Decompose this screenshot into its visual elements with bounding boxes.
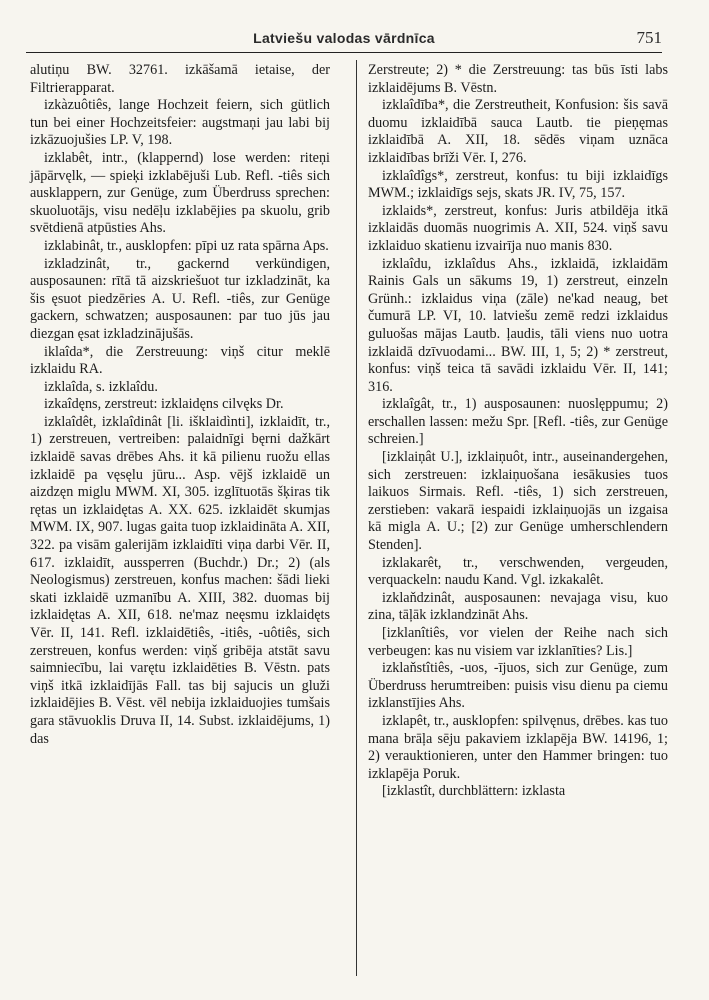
entry-izklaidiba: izklaîdība*, die Zerstreutheit, Konfusion: šis savā duomu izklaidībā sauca Lautb. tie pieņęmas izklaidībā A. XII, 18. sēdēs viņam uznāca izklaidības brīži Vēr. I, 276.	[368, 97, 668, 166]
entry-izklainat: [izklaiņât U.], izklaiņuôt, intr., auseinandergehen, sich zerstreuen: izklaiņuošana iesākusies tuos laikuos Sirmais. Refl. -tiês, 1) sich zerstreuen, zerstieben: vakarā iespaidi izklaiņuojās un izgaisa kā migla A. U.; [2) zur Genüge umherschlendern Stenden].	[368, 449, 668, 554]
entry-izklaidigs: izklaîdîgs*, zerstreut, konfus: tu biji izklaidīgs MWM.; izklaidīgs sejs, skats JR. IV, 75, 157.	[368, 167, 668, 202]
entry-izkazuoties: izkàzuôtiês, lange Hochzeit feiern, sich gütlich tun bei einer Hochzeitsfeier: augstmaņi jau labi bij izkāzuojušies LP. V, 198.	[30, 97, 330, 149]
entry-izklaidu: izklaîdu, izklaîdus Ahs., izklaidā, izklaidām Rainis Gals un sākums 19, 1) zerstreut, einzeln Grünh.: izklaidus viņa (zāle) ne'kad neaug, bet čumurā LP. VI, 10. latviešu zemē redzi izklaidus guluošas mājas Lautb. ļaudis, tāli viens nuo uotra izklaidā dzīvuodami... BW. III, 1, 5; 2) * zerstreut, konfus: viņš teica tā savādi izklaidu Vēr. II, 141; 316.	[368, 255, 668, 395]
entry-continuation: alutiņu BW. 32761. izkāšamā ietaise, der Filtrierapparat.	[30, 62, 330, 96]
entry-izklakaret: izklakarêt, tr., verschwenden, vergeuden, verquackeln: naudu Kand. Vgl. izkakalêt.	[368, 554, 668, 589]
column-divider	[356, 60, 357, 976]
running-title: Latviešu valodas vārdnīca	[253, 30, 435, 46]
entry-izklapet: izklapêt, tr., ausklopfen: spilvęnus, drēbes. kas tuo mana brāļa sēju pakaviem izklapēja BW. 14196, 1; 2) verauktionieren, unter den Hammer bringen: tuo izklapēja Poruk.	[368, 712, 668, 782]
entry-izkladzinat: izkladzinât, tr., gackernd verkündigen, ausposaunen: rītā tā aizskriešuot tur izkladzināt, ka šis ęsuot piedzēries A. U. Refl. -tiês, zur Genüge gackern, schwatzen; ausposaunen: par tuo jūs jau diezgan ęsat izkladzinājušās.	[30, 255, 330, 342]
entry-izklabinat: izklabinât, tr., ausklopfen: pīpi uz rata spārna Aps.	[44, 237, 329, 254]
entry-izklaidet: izklaîdêt, izklaîdinât [li. išklaidìnti], izklaidīt, tr., 1) zerstreuen, vertreiben: palaidnīgi bęrni dažkārt izklaidē savas drēbes Ahs. it kā pilienu ruožu ellas izklaidē pa vęsęlu jūru... Asp. vējš izklaidē un aizdzęn miglu MWM. XI, 305. izglītuotās šķiras tik rętas un izklaidętas A. XX. 625. izklaidēt skumjas MWM. IX, 907. lugas gaita tuop izklaidināta A. XII, 322. pa visām galerijām izklaidīti viņa darbi Vēr. II, 617. izklaidīt, aussperren (Buchdr.) Dr.; 2) (als Neologismus) zerstreuen, konfus machen: šādi lieki skati izklaidē uzmanību A. XIII, 382. duomas bij izklaidętas A. XII, 618. ne'maz neęsmu izklaidęts Vēr. II, 141. Refl. izklaidētiês, -itiês, -uôtiês, sich zerstreuen, konfus werden: viņš gribēja atstāt savu saimniecību, lai varętu izklaidēties B. Vēstn. pats viņš itkā izklaidījās Fall. tas bij sajucis un gluži izklaidējies B. Vēst. vēl nebija izklaiduojies tumšais gara stāvuoklis Druva II, 14. Subst. izklaidējums, 1) das	[30, 413, 330, 747]
page-number: 751	[636, 28, 662, 47]
entry-iklaida: iklaîda*, die Zerstreuung: viņš citur meklē izklaidu RA.	[30, 343, 330, 378]
right-column	[368, 62, 668, 801]
entry-izklaids: izklaids*, zerstreut, konfus: Juris atbildēja itkā izklaidās duomās nuogrimis A. XII, 524. viņš savu izklaiduo skatienu izvairīja nuo manis 830.	[368, 202, 668, 254]
entry-izklanstities: izklaňstîtiês, -uos, -ījuos, sich zur Genüge, zum Überdruss herumtreiben: puisis visu dienu pa ciemu izklanstījies Ahs.	[368, 660, 668, 712]
entry-izklaigat: izklaîgât, tr., 1) ausposaunen: nuoslęppumu; 2) erschallen lassen: mežu Spr. [Refl. -tiês, zur Genüge schreien.]	[368, 396, 668, 448]
page-header	[26, 22, 662, 53]
left-column	[30, 62, 330, 748]
entry-izklabet: izklabêt, intr., (klappernd) lose werden: riteņi jāpārvęlk, — spieķi izklabējuši Lub. Refl. -tiês sich ausklappern, zur Genüge, zum Überdruss sprechen: skuoluotājs, visu nedēļu izklabējies pa skuolu, grib svētdienā atpūsties Ahs.	[30, 149, 330, 237]
entry-izklaida: izklaîda, s. izklaîdu.	[44, 378, 158, 395]
entry-izklastit: [izklastît, durchblättern: izklasta	[382, 783, 566, 800]
entry-izklanities: [izklanîtiês, vor vielen der Reihe nach sich verbeugen: kas nu visiem var izklanīties? Lis.]	[368, 625, 668, 659]
entry-izkaidens: izkaîdęns, zerstreut: izklaidęns cilvęks Dr.	[44, 396, 284, 413]
entry-continuation: Zerstreute; 2) * die Zerstreuung: tas būs īsti labs izklaidējums B. Vēstn.	[368, 62, 668, 96]
entry-izklandzinat: izklaňdzinât, ausposaunen: nevajaga visu, kuo zina, tāļāk izklandzināt Ahs.	[368, 589, 668, 624]
